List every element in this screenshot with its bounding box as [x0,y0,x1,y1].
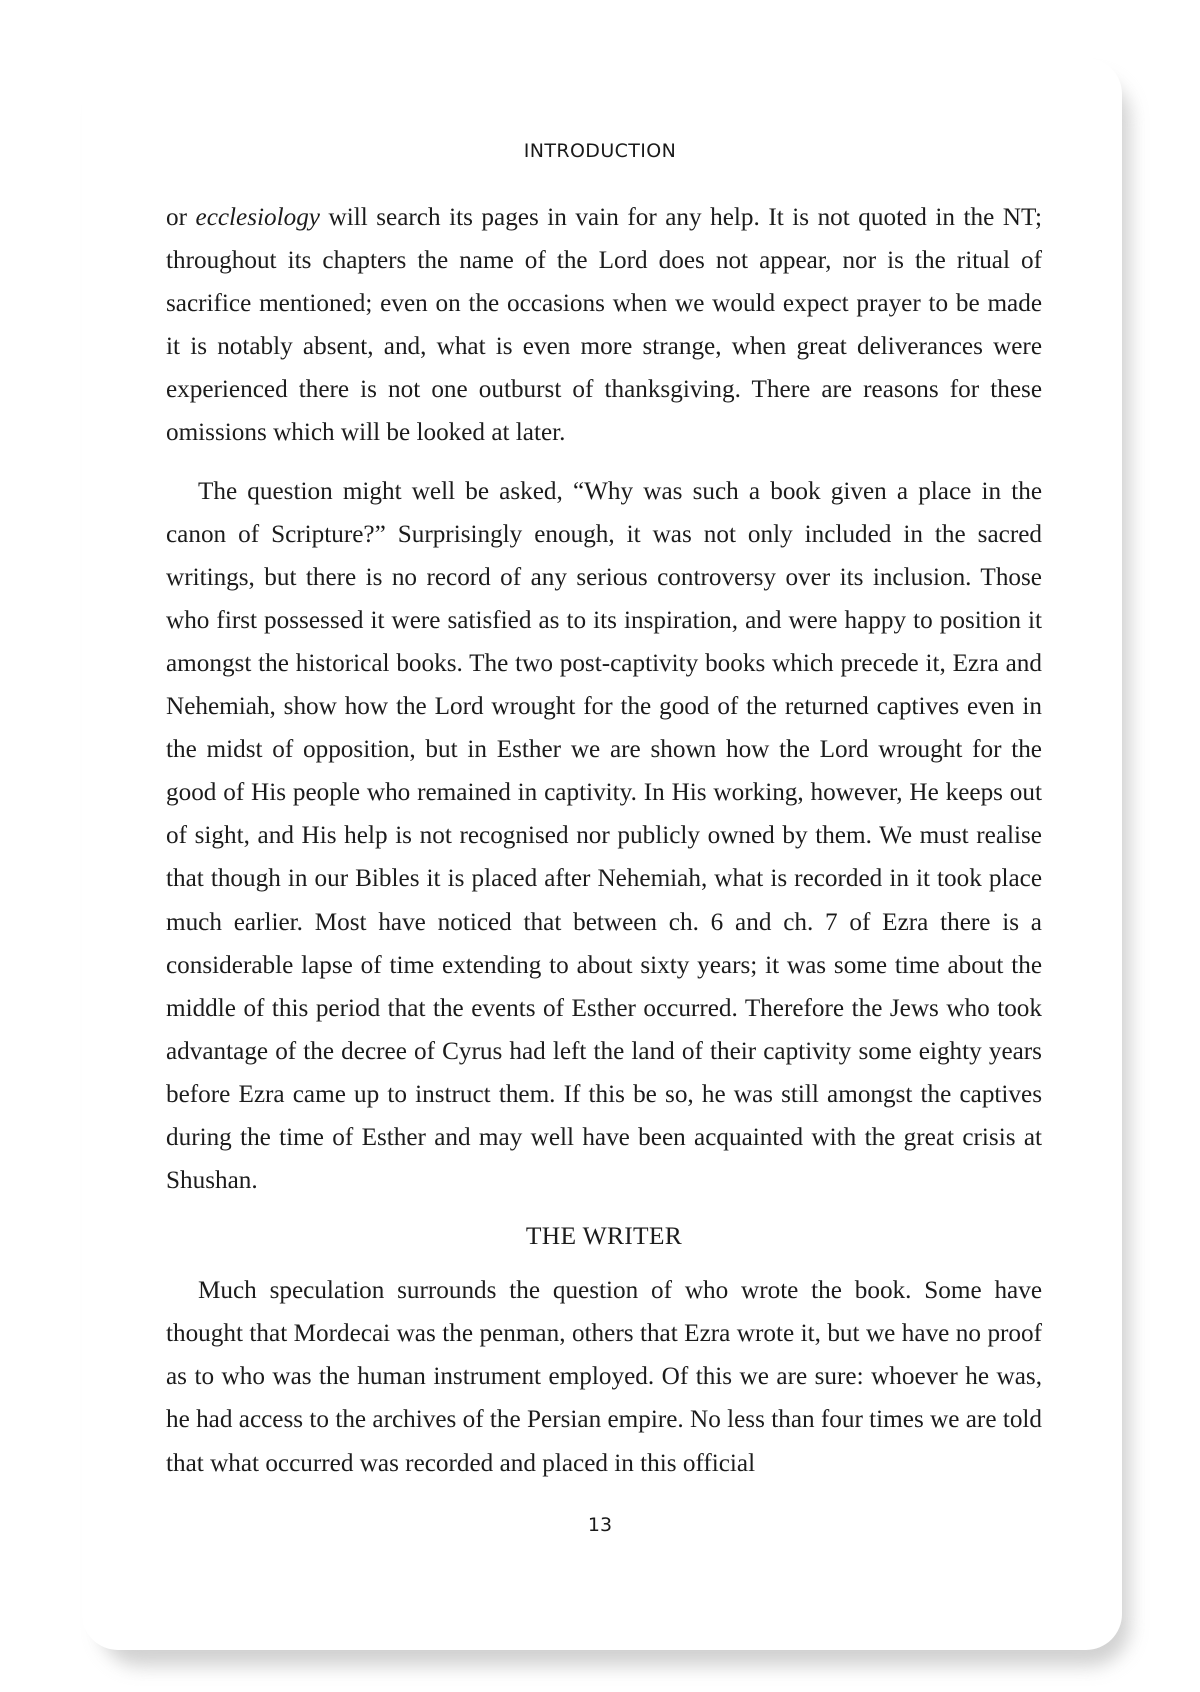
paragraph-prefix: or [166,204,196,231]
page-number: 13 [587,1514,613,1536]
paragraph-continued [166,196,1042,455]
paragraph-writer: Much speculation surrounds the question of who wrote the book. Some have thought that Mordecai was the penman, others that Ezra wrote it, but we have no proof as to who was the human instrument employed. Of this we are sure: whoever he was, he had access to the archives of the Persian empire. No less than four times we are told that what occurred was recorded and placed in this official [166,1277,1042,1477]
paragraph-canon: The question might well be asked, “Why was such a book given a place in the canon of Scripture?” Surprisingly enough, it was not only included in the sacred writings, but there is no record of any serious controversy over its inclusion. Those who first possessed it were satisfied as to its inspiration, and were happy to position it amongst the historical books. The two post-captivity books which precede it, Ezra and Nehemiah, show how the Lord wrought for the good of the returned captives even in the midst of opposition, but in Esther we are shown how the Lord wrought for the good of His people who remained in captivity. In His working, however, He keeps out of sight, and His help is not recognised nor publicly owned by them. We must realise that though in our Bibles it is placed after Nehemiah, what is recorded in it took place much earlier. Most have noticed that between ch. 6 and ch. 7 of Ezra there is a considerable lapse of time extending to about sixty years; it was some time about the middle of this period that the events of Esther occurred. Therefore the Jews who took advantage of the decree of Cyrus had left the land of their captivity some eighty years before Ezra came up to instruct them. If this be so, he was still amongst the captives during the time of Esther and may well have been acquainted with the great crisis at Shushan. [166,477,1042,1195]
paragraph-rest: will search its pages in vain for any help. It is not quoted in the NT; throughout its chapters the name of the Lord does not appear, nor is the ritual of sacrifice mentioned; even on the occasions when we would expect prayer to be made it is notably absent, and, what is even more strange, when great deliverances were experienced there is not one outburst of thanksgiving. There are reasons for these omissions which will be looked at later. [166,204,1042,447]
italic-term: ecclesiology [195,204,320,231]
body-text [166,196,1042,1485]
section-heading: THE WRITER [525,1221,683,1251]
running-head: INTRODUCTION [523,140,677,162]
